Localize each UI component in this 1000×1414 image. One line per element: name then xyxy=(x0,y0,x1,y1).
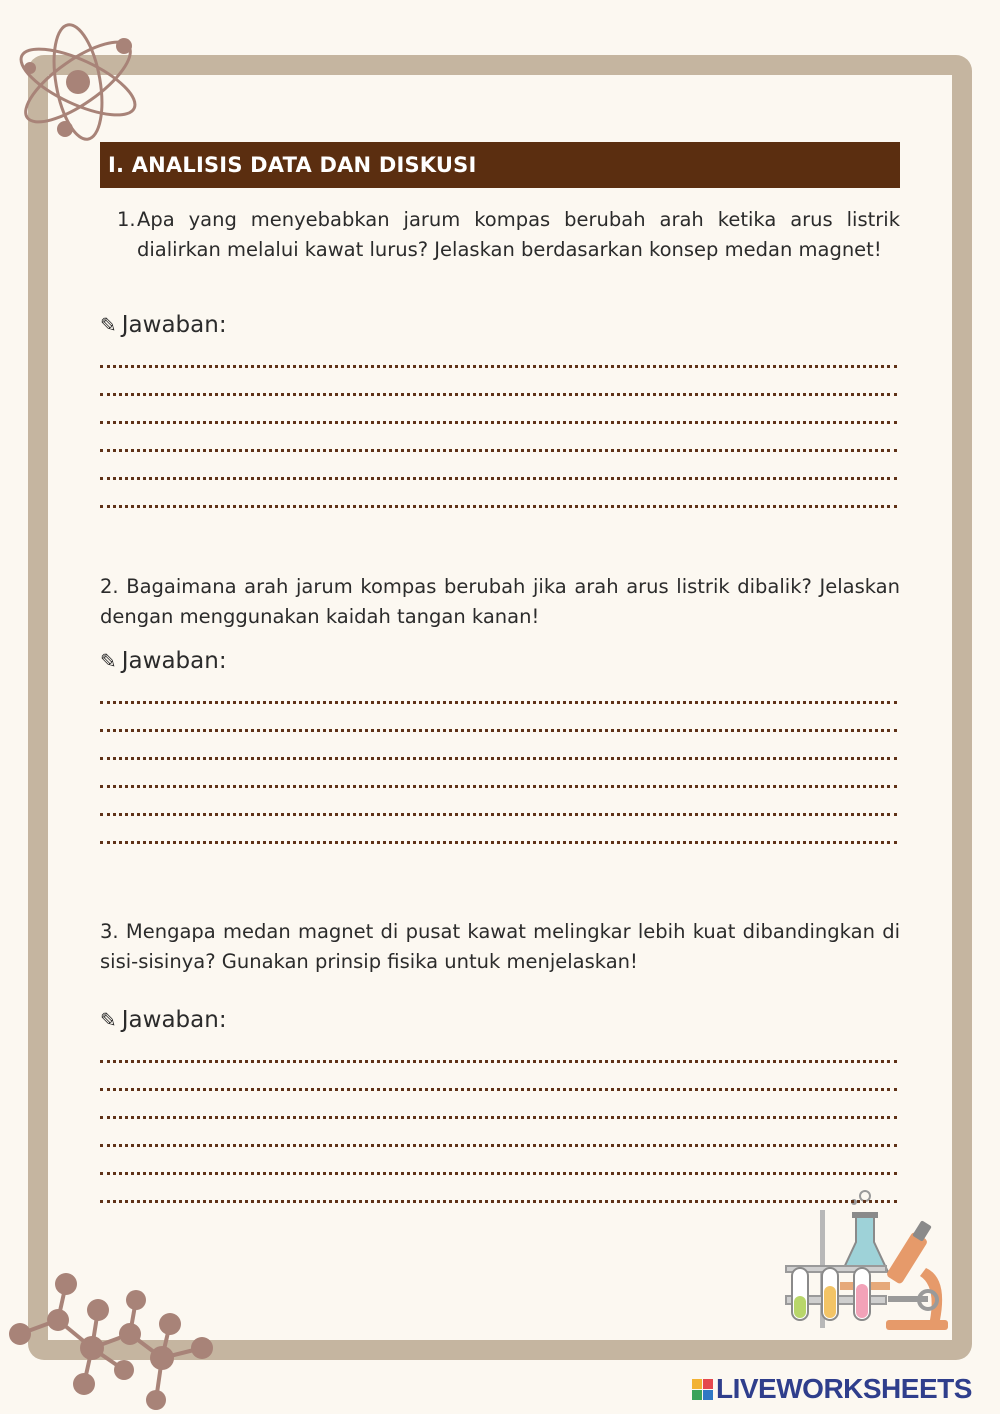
answer-line[interactable] xyxy=(100,424,897,452)
answer-1-label-text: Jawaban: xyxy=(121,312,227,338)
question-2: 2. Bagaimana arah jarum kompas berubah jika arah arus listrik dibalik? Jelaskan dengan menggunakan kaidah tangan kanan! xyxy=(100,575,900,628)
lab-equipment-icon xyxy=(776,1188,954,1338)
answer-line[interactable] xyxy=(100,1091,897,1119)
question-1-text: Apa yang menyebabkan jarum kompas berubah arah ketika arus listrik dialirkan melalui kawat lurus? Jelaskan berdasarkan konsep medan magnet! xyxy=(137,208,900,261)
answer-line[interactable] xyxy=(100,788,897,816)
answer-2-label xyxy=(100,648,227,674)
liveworksheets-logo-icon xyxy=(692,1379,713,1400)
pencil-icon: ✎ xyxy=(100,313,117,337)
liveworksheets-brand[interactable] xyxy=(692,1374,972,1404)
section-title: I. ANALISIS DATA DAN DISKUSI xyxy=(100,142,900,188)
answer-1-label xyxy=(100,312,227,338)
brand-name: LIVEWORKSHEETS xyxy=(716,1373,972,1404)
answer-line[interactable] xyxy=(100,760,897,788)
question-1-number: 1. xyxy=(117,208,136,231)
answer-line[interactable] xyxy=(100,340,897,368)
question-1 xyxy=(100,205,900,265)
answer-line[interactable] xyxy=(100,732,897,760)
atom-icon xyxy=(8,20,148,150)
answer-line[interactable] xyxy=(100,704,897,732)
answer-2-lines[interactable] xyxy=(100,676,897,844)
answer-3-label xyxy=(100,1007,227,1033)
pencil-icon: ✎ xyxy=(100,649,117,673)
answer-3-label-text: Jawaban: xyxy=(121,1007,227,1033)
molecule-icon xyxy=(0,1262,230,1414)
answer-line[interactable] xyxy=(100,396,897,424)
answer-line[interactable] xyxy=(100,452,897,480)
answer-line[interactable] xyxy=(100,480,897,508)
answer-2-label-text: Jawaban: xyxy=(121,648,227,674)
answer-line[interactable] xyxy=(100,1147,897,1175)
answer-line[interactable] xyxy=(100,1035,897,1063)
answer-line[interactable] xyxy=(100,816,897,844)
question-3: 3. Mengapa medan magnet di pusat kawat melingkar lebih kuat dibandingkan di sisi-sisinya? Gunakan prinsip fisika untuk menjelaskan! xyxy=(100,920,900,973)
answer-line[interactable] xyxy=(100,676,897,704)
pencil-icon: ✎ xyxy=(100,1008,117,1032)
answer-3-lines[interactable] xyxy=(100,1035,897,1203)
answer-line[interactable] xyxy=(100,368,897,396)
answer-line[interactable] xyxy=(100,1175,897,1203)
answer-line[interactable] xyxy=(100,1063,897,1091)
answer-line[interactable] xyxy=(100,1119,897,1147)
answer-1-lines[interactable] xyxy=(100,340,897,508)
